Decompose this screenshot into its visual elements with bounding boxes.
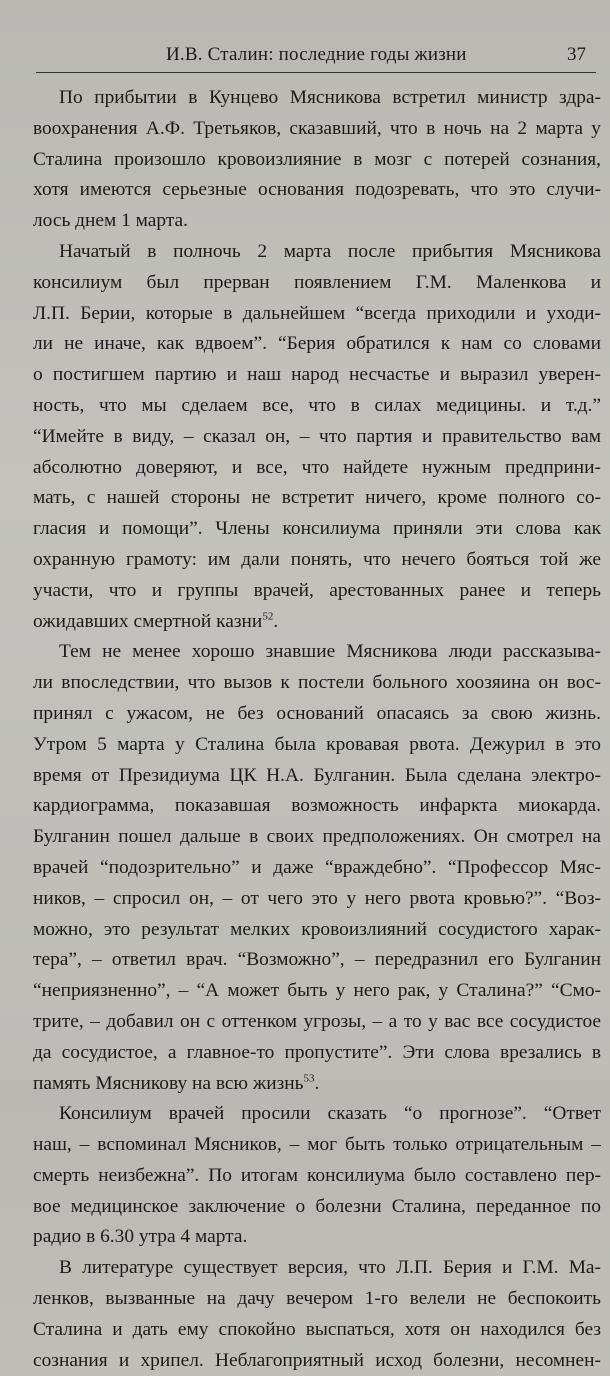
paragraph (33, 83, 601, 237)
text-line-content: охранную грамоту: им дали понять, что нечего бояться той же (33, 548, 601, 570)
text-line-content: ожидавших смертной казни (33, 610, 263, 632)
text-line-content: Утром 5 марта у Сталина была кровавая рвота. Дежурил в это (33, 733, 601, 755)
running-header (36, 44, 596, 74)
paragraph (33, 1253, 601, 1376)
text-line-content: лось днем 1 марта. (33, 210, 189, 232)
text-line-content: вое медицинское заключение о болезни Сталина, переданное по (33, 1195, 601, 1217)
body-text (33, 83, 601, 1376)
text-line (33, 1346, 601, 1376)
text-line (33, 1253, 601, 1284)
text-line-content: смерть неизбежна”. По итогам консилиума было составлено пер- (33, 1164, 601, 1186)
text-line-content: да сосудистое, а главное-то пропустите”. Эти слова врезались в (33, 1041, 601, 1063)
text-line (33, 1222, 601, 1253)
text-line (33, 915, 601, 946)
text-line (33, 237, 601, 268)
text-line (33, 329, 601, 360)
text-line-content: наш, – вспоминал Мясников, – мог быть только отрицательным – (33, 1134, 601, 1156)
text-line (33, 268, 601, 299)
text-line (33, 206, 601, 237)
text-line (33, 1192, 601, 1223)
text-line-content: В литературе существует версия, что Л.П. Берия и Г.М. Ма- (59, 1257, 601, 1279)
text-line-content: воохранения А.Ф. Третьяков, сказавший, что в ночь на 2 марта у (33, 117, 601, 139)
text-line-content: трите, – добавил он с оттенком угрозы, – а то у вас все сосудистое (33, 1010, 601, 1032)
text-line-content: можно, это результат мелких кровоизлияний сосудистого харак- (33, 918, 601, 940)
text-line (33, 83, 601, 114)
text-line-content: радио в 6.30 утра 4 марта. (33, 1226, 248, 1248)
paragraph (33, 637, 601, 1099)
text-line (33, 422, 601, 453)
text-line (33, 391, 601, 422)
text-line-content: ли не иначе, как вдвоем”. “Берия обратился к нам со словами (33, 333, 601, 355)
text-line (33, 145, 601, 176)
text-line (33, 1161, 601, 1192)
text-line: ожидавших смертной казни$^{52}$. (33, 610, 279, 632)
text-line-content: хотя имеются серьезные основания подозревать, что это случи- (33, 179, 601, 201)
text-line (33, 360, 601, 391)
text-line-content: врачей “подозрительно” и даже “враждебно”. “Профессор Мяс- (33, 856, 601, 878)
text-line-content: Консилиум врачей просили сказать “о прогнозе”. “Ответ (59, 1103, 601, 1125)
text-line (33, 761, 601, 792)
footnote-ref: 53 (303, 1072, 315, 1085)
text-line-content: “неприязненно”, – “А может быть у него рак, у Сталина?” “Смо- (33, 980, 601, 1002)
text-line-content: Булганин пошел дальше в своих предположениях. Он смотрел на (33, 826, 601, 848)
text-line-content: время от Президиума ЦК Н.А. Булганин. Была сделана электро- (33, 764, 601, 786)
page-number: 37 (567, 44, 586, 65)
text-line (33, 1038, 601, 1069)
text-line-content: участи, что и группы врачей, арестованных ранее и теперь (33, 579, 601, 601)
text-line (33, 945, 601, 976)
text-line (33, 483, 601, 514)
text-line (33, 884, 601, 915)
text-line (33, 1284, 601, 1315)
running-title: И.В. Сталин: последние годы жизни (166, 44, 467, 65)
text-line (33, 545, 601, 576)
text-line (33, 637, 601, 668)
text-line-content: мать, с нашей стороны не встретит ничего, кроме полного со- (33, 487, 601, 509)
footnote-ref: 52 (262, 610, 274, 623)
text-line (33, 668, 601, 699)
text-line (33, 791, 601, 822)
text-line-content: сознания и хрипел. Неблагоприятный исход болезни, несомнен- (33, 1349, 601, 1371)
text-line-content: кардиограмма, показавшая возможность инфаркта миокарда. (33, 795, 601, 817)
text-line (33, 175, 601, 206)
text-line-content: ников, – спросил он, – от чего это у него рвота кровью?”. “Воз- (33, 887, 601, 909)
text-line (33, 730, 601, 761)
text-line (33, 114, 601, 145)
text-line (33, 822, 601, 853)
header-rule (36, 72, 596, 73)
text-line (33, 1315, 601, 1346)
text-line-content: память Мясникову на всю жизнь (33, 1072, 304, 1094)
text-line-content: принял с ужасом, не без оснований опасаясь за свою жизнь. (33, 702, 601, 724)
text-line (33, 514, 601, 545)
text-line (33, 699, 601, 730)
text-line-content: Начатый в полночь 2 марта после прибытия Мясникова (59, 240, 601, 262)
text-line: память Мясникову на всю жизнь$^{53}$. (33, 1072, 320, 1094)
text-line-content: Сталина произошло кровоизлияние в мозг с потерей сознания, (33, 148, 601, 170)
paragraph (33, 1099, 601, 1253)
text-line-content: По прибытии в Кунцево Мясникова встретил министр здра- (59, 87, 601, 108)
text-line-content: консилиум был прерван появлением Г.М. Маленкова и (33, 271, 601, 293)
text-line-content: тера”, – ответил врач. “Возможно”, – передразнил его Булганин (33, 949, 601, 971)
text-line-content: о постигшем партию и наш народ несчастье и выразил уверен- (33, 364, 601, 386)
text-line (33, 299, 601, 330)
text-line (33, 1007, 601, 1038)
text-line-content: ленков, вызванные на дачу вечером 1-го велели не беспокоить (33, 1288, 601, 1310)
text-line-content: ли впоследствии, что вызов к постели больного хоозяина он вос- (33, 672, 601, 694)
paragraph (33, 237, 601, 637)
text-line-content: Тем не менее хорошо знавшие Мясникова люди рассказыва- (59, 641, 601, 663)
text-line-content: “Имейте в виду, – сказал он, – что партия и правительство вам (33, 425, 601, 447)
text-line-content: ность, что мы сделаем все, что в силах медицины. и т.д.” (33, 394, 601, 416)
text-line-content: Сталина и дать ему спокойно выспаться, хотя он находился без (33, 1318, 601, 1340)
text-line-content: абсолютно доверяют, и все, что найдете нужным предприни- (33, 456, 601, 478)
text-line-content: гласия и помощи”. Члены консилиума приняли эти слова как (33, 518, 601, 540)
text-line-content: Л.П. Берии, которые в дальнейшем “всегда приходили и уходи- (33, 302, 601, 324)
text-line (33, 853, 601, 884)
text-line (33, 976, 601, 1007)
text-line (33, 576, 601, 607)
text-line (33, 1099, 601, 1130)
text-line (33, 1130, 601, 1161)
text-line (33, 453, 601, 484)
